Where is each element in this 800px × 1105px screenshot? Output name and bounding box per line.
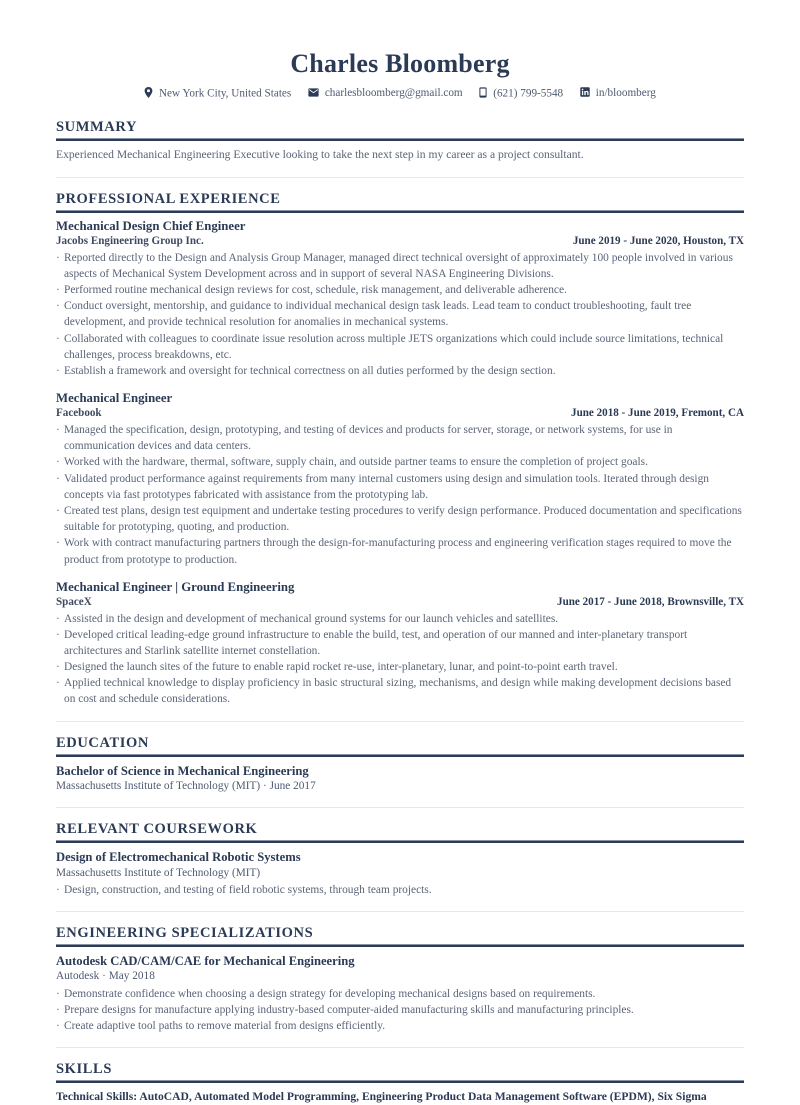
section-rule — [56, 1081, 744, 1083]
bullet-item: · Prepare designs for manufacture applying industry-based computer-aided manufacturing skills and manufacturing principles. — [56, 1002, 744, 1018]
education-entry — [56, 763, 744, 795]
bullet-item: · Designed the launch sites of the future to enable rapid rocket re-use, inter-planetary, lunar, and point-to-point earth travel. — [56, 659, 744, 675]
job-dates-location: June 2018 - June 2019, Fremont, CA — [571, 407, 744, 420]
degree-institution: Massachusetts Institute of Technology (MIT) · June 2017 — [56, 780, 316, 793]
contact-linkedin-text: in/bloomberg — [595, 86, 656, 99]
summary-text: Experienced Mechanical Engineering Executive looking to take the next step in my career as a project consultant. — [56, 148, 584, 162]
section-specializations — [56, 925, 744, 1034]
section-education-heading: EDUCATION — [56, 735, 744, 755]
bullet-item: · Validated product performance against requirements from many internal customers using design and simulation tools. Iterated through design concepts via fast prototypes fabricated with assistance from the prototyping lab. — [56, 471, 744, 503]
section-divider — [56, 1047, 744, 1048]
degree-title: Bachelor of Science in Mechanical Engineering — [56, 763, 309, 778]
section-summary — [56, 119, 744, 164]
bullet-item: · Collaborated with colleagues to coordinate issue resolution across multiple JETS organizations which could include source limitations, technical challenges, process breakdowns, etc. — [56, 331, 744, 363]
experience-entry — [56, 219, 744, 379]
bullet-item: · Work with contract manufacturing partners through the design-for-manufacturing process and engineering verification stages required to move the product from prototype to production. — [56, 535, 744, 567]
section-skills-heading: SKILLS — [56, 1061, 744, 1081]
section-rule — [56, 755, 744, 757]
section-rule — [56, 139, 744, 141]
job-subline — [56, 407, 744, 421]
contact-email-text: charlesbloomberg@gmail.com — [324, 86, 463, 99]
job-bullets — [56, 250, 744, 380]
linkedin-icon — [580, 87, 590, 97]
specialization-entry — [56, 953, 744, 1034]
section-skills — [56, 1061, 744, 1105]
job-bullets — [56, 611, 744, 708]
contact-phone — [479, 87, 563, 101]
bullet-item: · Managed the specification, design, prototyping, and testing of devices and products for server, storage, or network systems, for use in communication devices and data centers. — [56, 422, 744, 454]
job-title: Mechanical Engineer | Ground Engineering — [56, 579, 295, 594]
bullet-item: · Developed critical leading-edge ground infrastructure to enable the build, test, and operation of our manned and inter-planetary transport architectures and Starlink satellite internet constellation. — [56, 627, 744, 659]
coursework-entry — [56, 849, 744, 898]
contact-line — [56, 87, 744, 101]
bullet-item: · Create adaptive tool paths to remove material from designs efficiently. — [56, 1018, 744, 1034]
job-company: Jacobs Engineering Group Inc. — [56, 234, 204, 247]
contact-email[interactable] — [308, 87, 463, 101]
bullet-item: · Assisted in the design and development of mechanical ground systems for our launch vehicles and satellites. — [56, 611, 744, 627]
section-rule — [56, 841, 744, 843]
job-dates-location: June 2017 - June 2018, Brownsville, TX — [557, 595, 744, 608]
course-title: Design of Electromechanical Robotic Systems — [56, 850, 301, 865]
section-divider — [56, 911, 744, 912]
phone-icon — [479, 87, 487, 98]
section-education — [56, 735, 744, 795]
section-coursework — [56, 821, 744, 898]
job-bullets — [56, 422, 744, 568]
contact-location — [144, 87, 291, 101]
job-title: Mechanical Design Chief Engineer — [56, 218, 246, 233]
bullet-item: · Reported directly to the Design and Analysis Group Manager, managed direct technical oversight of approximately 100 people involved in various aspects of Mechanical System Development across and in support of several NASA Engineering Divisions. — [56, 250, 744, 282]
bullet-item: · Establish a framework and oversight for technical correctness on all duties performed by the design section. — [56, 363, 744, 379]
bullet-item: · Created test plans, design test equipment and undertake testing procedures to verify design performance. Produced documentation and specifications suitable for prototyping, quoting, and production. — [56, 503, 744, 535]
job-company: SpaceX — [56, 595, 92, 608]
bullet-item: · Applied technical knowledge to display proficiency in basic structural sizing, mechanisms, and design while making development decisions based on cost and schedule considerations. — [56, 675, 744, 707]
section-divider — [56, 177, 744, 178]
section-coursework-heading: RELEVANT COURSEWORK — [56, 821, 744, 841]
job-title: Mechanical Engineer — [56, 391, 173, 406]
skills-text: Technical Skills: AutoCAD, Automated Model Programming, Engineering Product Data Management Software (EPDM), Six Sigma — [56, 1090, 707, 1104]
job-subline — [56, 235, 744, 249]
course-institution: Massachusetts Institute of Technology (MIT) — [56, 866, 261, 879]
location-pin-icon — [144, 87, 153, 98]
course-bullets — [56, 882, 744, 898]
certification-issuer: Autodesk · May 2018 — [56, 970, 155, 983]
resume-header — [56, 50, 744, 101]
section-experience — [56, 191, 744, 708]
section-summary-heading: SUMMARY — [56, 119, 744, 139]
contact-location-text: New York City, United States — [158, 87, 292, 100]
section-rule — [56, 945, 744, 947]
bullet-item: · Worked with the hardware, thermal, software, supply chain, and outside partner teams to ensure the completion of project goals. — [56, 454, 744, 470]
section-specializations-heading: ENGINEERING SPECIALIZATIONS — [56, 925, 744, 945]
bullet-item: · Conduct oversight, mentorship, and guidance to individual mechanical design task leads. Lead team to conduct troubleshooting, fault tree development, and provide technical resolution for anomalies in mechanical systems. — [56, 298, 744, 330]
section-experience-heading: PROFESSIONAL EXPERIENCE — [56, 191, 744, 211]
job-company: Facebook — [56, 407, 102, 420]
section-divider — [56, 721, 744, 722]
certification-bullets — [56, 986, 744, 1035]
contact-linkedin[interactable] — [580, 87, 656, 101]
bullet-item: · Design, construction, and testing of field robotic systems, through team projects. — [56, 882, 744, 898]
candidate-name: Charles Bloomberg — [290, 49, 510, 78]
section-divider — [56, 807, 744, 808]
job-subline — [56, 596, 744, 610]
envelope-icon — [308, 88, 319, 97]
job-dates-location: June 2019 - June 2020, Houston, TX — [572, 234, 744, 247]
certification-title: Autodesk CAD/CAM/CAE for Mechanical Engineering — [56, 954, 355, 969]
experience-entry — [56, 580, 744, 708]
bullet-item: · Performed routine mechanical design reviews for cost, schedule, risk management, and deliverable adherence. — [56, 282, 744, 298]
contact-phone-text: (621) 799-5548 — [493, 87, 564, 100]
experience-entry — [56, 391, 744, 568]
bullet-item: · Demonstrate confidence when choosing a design strategy for developing mechanical designs based on requirements. — [56, 986, 744, 1002]
section-rule — [56, 211, 744, 213]
